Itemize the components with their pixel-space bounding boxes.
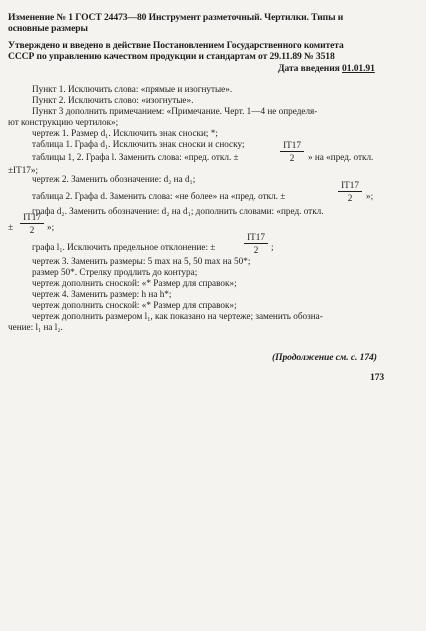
item-1: Пункт 1. Исключить слова: «прямые и изогнутые». — [32, 84, 233, 94]
fraction-denominator: 2 — [253, 245, 259, 255]
drawing-4-line-2: чертеж дополнить сноской: «* Размер для справок»; — [32, 300, 237, 310]
fraction-denominator: 2 — [289, 153, 295, 163]
amendment-title-cont: основные размеры — [8, 23, 88, 34]
fraction-numerator: IT17 — [283, 140, 301, 150]
fraction-bar — [244, 243, 268, 244]
tables-1-2-line-a: таблицы 1, 2. Графа l. Заменить слова: «пред. откл. ± — [32, 152, 239, 162]
fraction-bar — [338, 191, 362, 192]
column-l1-line: графа l₁. Исключить предельное отклонение: ± — [32, 242, 216, 252]
table-2-line-a: таблица 2. Графа d. Заменить слова: «не более» на «пред. откл. ± — [32, 191, 286, 201]
fraction-numerator: IT17 — [341, 180, 359, 190]
fraction-bar — [280, 151, 304, 152]
fraction-denominator: 2 — [347, 193, 353, 203]
column-d2-line: графа d₂. Заменить обозначение: d₂ на d₁; дополнить словами: «пред. откл. — [32, 206, 324, 216]
effective-date-value: 01.01.91 — [342, 63, 375, 74]
effective-date-label: Дата введения — [278, 63, 340, 74]
effective-date — [278, 63, 375, 74]
item-2: Пункт 2. Исключить слово: «изогнутые». — [32, 95, 194, 105]
drawing-3-line-2: размер 50*. Стрелку продлить до контура; — [32, 267, 198, 277]
page-number: 173 — [370, 372, 385, 383]
amendment-title: Изменение № 1 ГОСТ 24473—80 Инструмент разметочный. Чертилки. Типы и — [8, 12, 344, 23]
column-l1-end: ; — [271, 242, 274, 252]
approval-line-1: Утверждено и введено в действие Постановлением Государственного комитета — [8, 40, 344, 51]
drawing-1-size: чертеж 1. Размер d₁. Исключить знак сноски; *; — [32, 128, 218, 138]
tables-1-2-line-b: » на «пред. откл. — [308, 152, 374, 162]
tolerance-fraction-3 — [20, 212, 44, 235]
fraction-bar — [20, 223, 44, 224]
fraction-denominator: 2 — [29, 225, 35, 235]
item-3-line-2: ют конструкцию чертилок»; — [8, 117, 119, 127]
table-2-line-b: »; — [366, 191, 374, 201]
item-3-line-1: Пункт 3 дополнить примечанием: «Примечание. Черт. 1—4 не определя- — [32, 106, 318, 116]
approval-line-2: СССР по управлению качеством продукции и стандартам от 29.11.89 № 3518 — [8, 51, 335, 62]
fraction-numerator: IT17 — [23, 212, 41, 222]
drawing-3-line-1: чертеж 3. Заменить размеры: 5 max на 5, 50 max на 50*; — [32, 256, 251, 266]
drawing-3-line-3: чертеж дополнить сноской: «* Размер для справок»; — [32, 278, 237, 288]
tables-1-2-line-c: ±IT17»; — [8, 165, 39, 175]
plus-minus-sign: ± — [8, 222, 14, 232]
table-1-column: таблица 1. Графа d₁. Исключить знак сноски и сноску; — [32, 139, 245, 149]
tolerance-fraction-1 — [280, 140, 304, 163]
fraction-numerator: IT17 — [247, 232, 265, 242]
column-d2-end: »; — [47, 222, 55, 232]
tolerance-fraction-4 — [244, 232, 268, 255]
drawing-4-line-1: чертеж 4. Заменить размер: h на h*; — [32, 289, 172, 299]
drawing-2-replace: чертеж 2. Заменить обозначение: d₂ на d₁; — [32, 174, 196, 184]
tolerance-fraction-2 — [338, 180, 362, 203]
continuation-note: (Продолжение см. с. 174) — [272, 352, 377, 363]
drawing-4-line-3: чертеж дополнить размером l₁, как показано на чертеже; заменить обозна- — [32, 311, 323, 321]
drawing-4-line-4: чение: l₁ на l₂. — [8, 322, 63, 332]
